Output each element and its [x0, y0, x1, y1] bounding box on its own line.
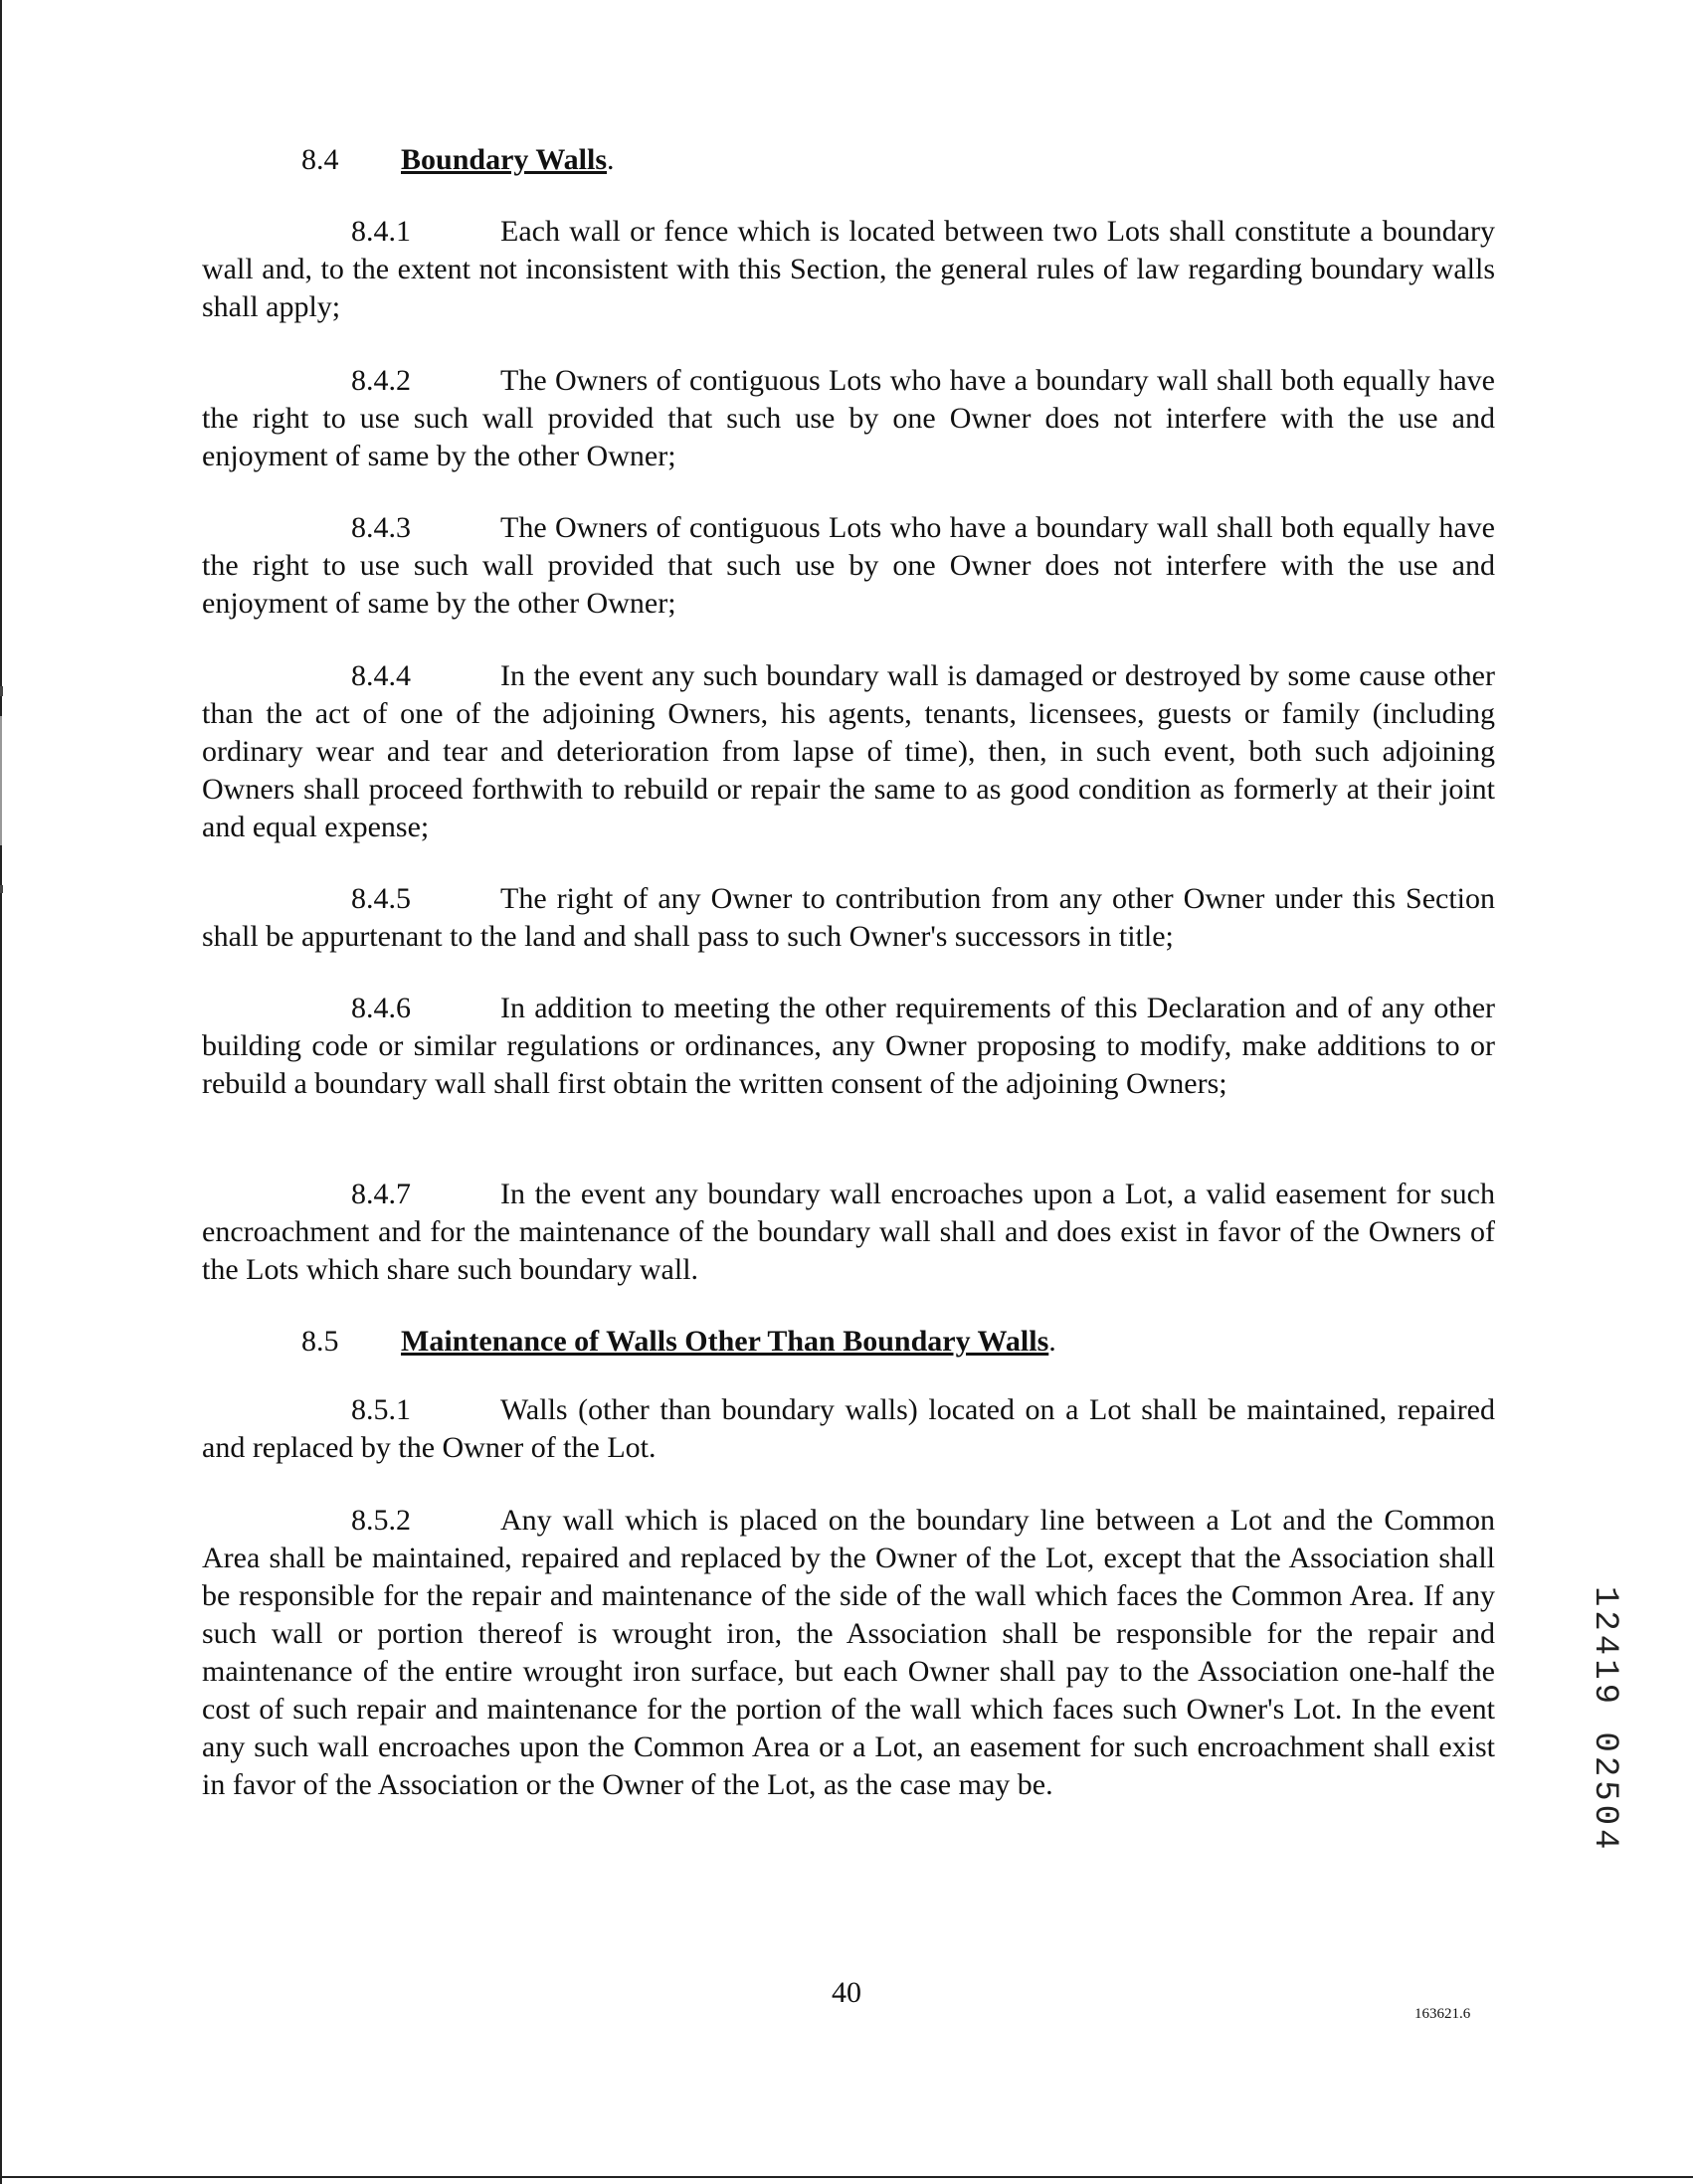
- scan-mark: [0, 686, 3, 696]
- page-number: 40: [832, 1976, 861, 2009]
- paragraph-text: The Owners of contiguous Lots who have a boundary wall shall both equally have the right to use such wall provided that such use by one Owner does not interfere with the use and enjoyment of same by the other Owner;: [202, 364, 1495, 472]
- paragraph-number: 8.4.6: [351, 992, 411, 1024]
- section-number: 8.5: [301, 1325, 339, 1358]
- paragraph-8-5-1: [202, 1391, 1495, 1467]
- page-left-edge: [0, 0, 2, 2184]
- paragraph-text: Each wall or fence which is located between two Lots shall constitute a boundary wall and, to the extent not inconsistent with this Section, the general rules of law regarding boundary walls shall apply;: [202, 215, 1495, 323]
- section-number: 8.4: [301, 143, 339, 176]
- section-title: Boundary Walls: [401, 143, 608, 176]
- section-heading-8-4: 8.4 Boundary Walls.: [301, 141, 615, 179]
- scan-mark: [0, 885, 3, 893]
- paragraph-number: 8.4.3: [351, 511, 411, 544]
- section-heading-8-5: 8.5 Maintenance of Walls Other Than Boundary Walls.: [301, 1323, 1056, 1361]
- scan-mark: [0, 716, 2, 845]
- paragraph-text: In addition to meeting the other requirements of this Declaration and of any other building code or similar regulations or ordinances, any Owner proposing to modify, make additions to or rebuild a boundary wall shall first obtain the written consent of the adjoining Owners;: [202, 992, 1495, 1100]
- paragraph-number: 8.4.2: [351, 364, 411, 397]
- paragraph-8-4-6: [202, 990, 1495, 1103]
- paragraph-8-4-2: [202, 362, 1495, 475]
- paragraph-text: Any wall which is placed on the boundary line between a Lot and the Common Area shall be maintained, repaired and replaced by the Owner of the Lot, except that the Association shall be responsible for the repair and maintenance of the side of the wall which faces the Common Area. If any such wall or portion thereof is wrought iron, the Association shall be responsible for the repair and maintenance of the entire wrought iron surface, but each Owner shall pay to the Association one-half the cost of such repair and maintenance for the portion of the wall which faces such Owner's Lot. In the event any such wall encroaches upon the Common Area or a Lot, an easement for such encroachment shall exist in favor of the Association or the Owner of the Lot, as the case may be.: [202, 1504, 1495, 1801]
- paragraph-8-4-1: [202, 213, 1495, 326]
- document-code: 163621.6: [1414, 2006, 1471, 2022]
- paragraph-text: In the event any boundary wall encroaches upon a Lot, a valid easement for such encroachment and for the maintenance of the boundary wall shall and does exist in favor of the Owners of the Lots which share such boundary wall.: [202, 1178, 1495, 1286]
- margin-stamp: [1586, 1586, 1629, 1885]
- paragraph-number: 8.4.1: [351, 215, 411, 248]
- paragraph-8-4-5: [202, 880, 1495, 956]
- paragraph-number: 8.5.2: [351, 1504, 411, 1537]
- paragraph-text: The Owners of contiguous Lots who have a boundary wall shall both equally have the right to use such wall provided that such use by one Owner does not interfere with the use and enjoyment of same by the other Owner;: [202, 511, 1495, 620]
- paragraph-text: In the event any such boundary wall is damaged or destroyed by some cause other than the act of one of the adjoining Owners, his agents, tenants, licensees, guests or family (including ordinary wear and tear and deterioration from lapse of time), then, in such event, both such adjoining Owners shall proceed forthwith to rebuild or repair the same to as good condition as formerly at their joint and equal expense;: [202, 659, 1495, 843]
- margin-stamp-text: 12419 02504: [1586, 1586, 1623, 1854]
- paragraph-8-4-4: [202, 657, 1495, 846]
- section-title: Maintenance of Walls Other Than Boundary Walls: [401, 1325, 1049, 1358]
- paragraph-number: 8.5.1: [351, 1393, 411, 1426]
- paragraph-text: Walls (other than boundary walls) located on a Lot shall be maintained, repaired and replaced by the Owner of the Lot.: [202, 1393, 1495, 1464]
- paragraph-number: 8.4.7: [351, 1178, 411, 1210]
- paragraph-number: 8.4.4: [351, 659, 411, 692]
- page-bottom-edge: [0, 2176, 1693, 2178]
- paragraph-text: The right of any Owner to contribution from any other Owner under this Section shall be appurtenant to the land and shall pass to such Owner's successors in title;: [202, 882, 1495, 953]
- paragraph-8-4-3: [202, 509, 1495, 623]
- paragraph-number: 8.4.5: [351, 882, 411, 915]
- paragraph-8-4-7: [202, 1176, 1495, 1289]
- paragraph-8-5-2: [202, 1502, 1495, 1804]
